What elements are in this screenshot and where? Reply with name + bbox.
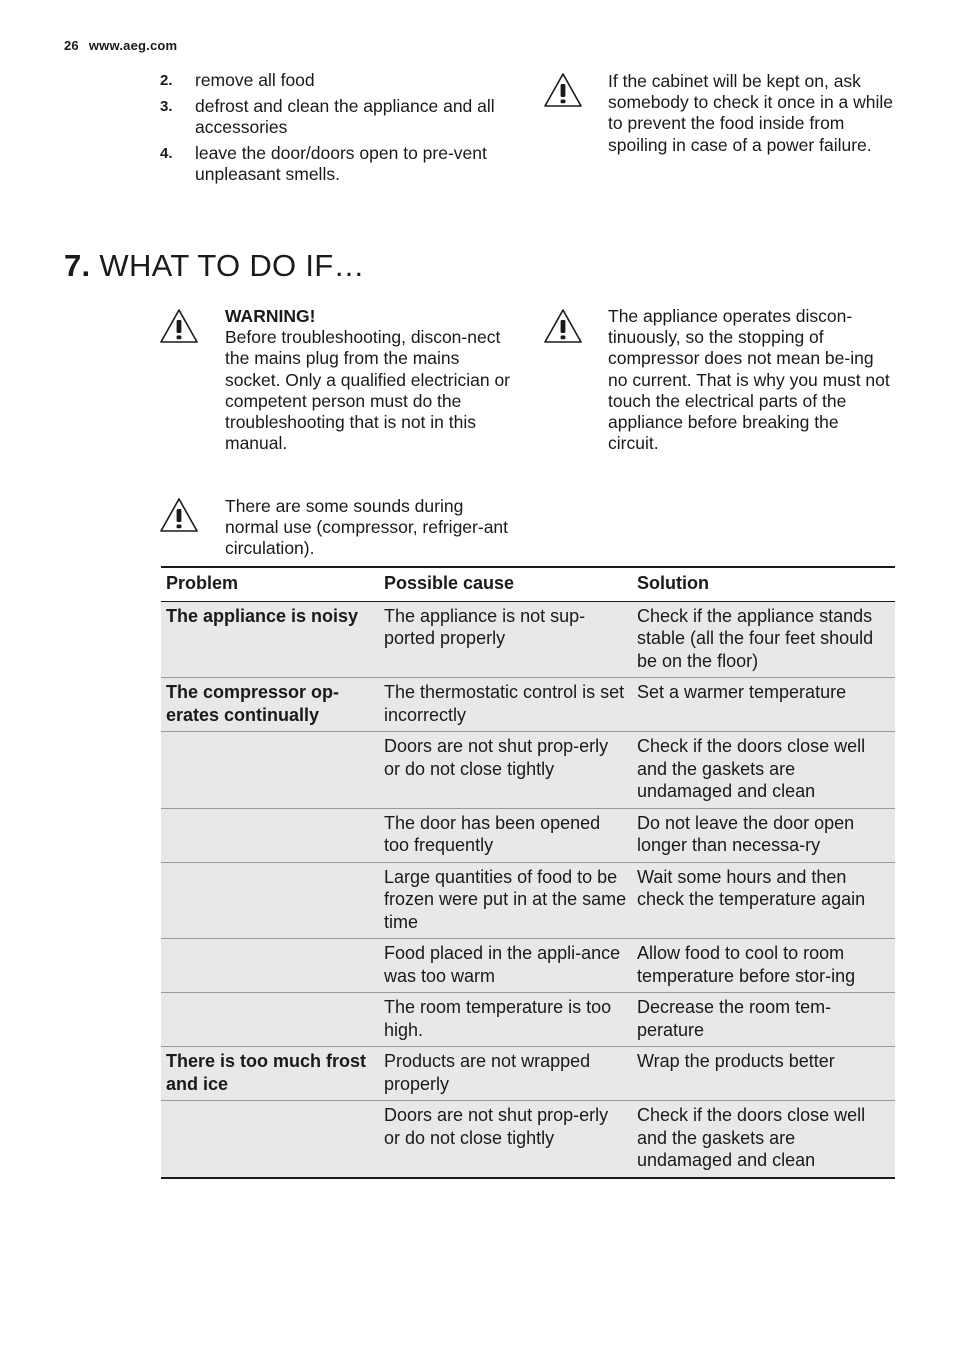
step-list — [160, 70, 520, 190]
problem-cell — [161, 993, 379, 1047]
website-url: www.aeg.com — [88, 38, 178, 53]
problem-cell: There is too much frost and ice — [161, 1047, 379, 1101]
column-header-problem: Problem — [161, 567, 379, 601]
cause-cell: Large quantities of food to be frozen were put in at the same time — [379, 862, 632, 939]
solution-cell: Do not leave the door open longer than necessa-ry — [632, 808, 895, 862]
page-number: 26 — [64, 38, 79, 53]
warning-title: WARNING! — [225, 306, 316, 326]
step-text: remove all food — [195, 70, 315, 90]
solution-cell: Allow food to cool to room temperature before stor-ing — [632, 939, 895, 993]
cause-cell: The appliance is not sup-ported properly — [379, 601, 632, 678]
section-title-text: WHAT TO DO IF… — [99, 248, 365, 283]
warning-triangle-icon — [159, 308, 199, 344]
table-row — [161, 993, 895, 1047]
solution-cell: Check if the appliance stands stable (all the four feet should be on the floor) — [632, 601, 895, 678]
table-row — [161, 601, 895, 678]
step-number: 3. — [160, 98, 173, 115]
problem-cell — [161, 1101, 379, 1178]
list-item — [160, 143, 520, 185]
section-number: 7. — [64, 248, 91, 283]
table-row — [161, 732, 895, 809]
solution-cell: Check if the doors close well and the gaskets are undamaged and clean — [632, 1101, 895, 1178]
warning-triangle-icon — [543, 72, 583, 108]
warning-text: Before troubleshooting, discon-nect the mains plug from the mains socket. Only a qualified electrician or competent person must do the troubleshooting that is not in this manual. — [225, 327, 510, 454]
problem-cell: The appliance is noisy — [161, 601, 379, 678]
list-item — [160, 70, 520, 91]
problem-cell — [161, 862, 379, 939]
problem-cell — [161, 939, 379, 993]
step-number: 2. — [160, 72, 173, 89]
table-row — [161, 862, 895, 939]
warning-triangle-icon — [543, 308, 583, 344]
step-text: defrost and clean the appliance and all accessories — [195, 96, 495, 137]
list-item — [160, 96, 520, 138]
problem-cell — [161, 732, 379, 809]
sounds-note: There are some sounds during normal use (compressor, refriger-ant circulation). — [225, 496, 509, 559]
table-row — [161, 1047, 895, 1101]
cause-cell: The room temperature is too high. — [379, 993, 632, 1047]
solution-cell: Wait some hours and then check the temperature again — [632, 862, 895, 939]
table-row — [161, 1101, 895, 1178]
table-header-row — [161, 567, 895, 601]
cause-cell: Doors are not shut prop-erly or do not close tightly — [379, 1101, 632, 1178]
table-row — [161, 808, 895, 862]
solution-cell: Wrap the products better — [632, 1047, 895, 1101]
step-number: 4. — [160, 145, 173, 162]
solution-cell: Check if the doors close well and the gaskets are undamaged and clean — [632, 732, 895, 809]
cause-cell: Products are not wrapped properly — [379, 1047, 632, 1101]
section-title — [64, 248, 365, 284]
troubleshooting-table — [161, 566, 895, 1179]
solution-cell: Decrease the room tem-perature — [632, 993, 895, 1047]
table-row — [161, 939, 895, 993]
table-row — [161, 678, 895, 732]
cabinet-note: If the cabinet will be kept on, ask somebody to check it once in a while to prevent the food inside from spoiling in case of a power failure. — [608, 71, 894, 155]
solution-cell: Set a warmer temperature — [632, 678, 895, 732]
cause-cell: The door has been opened too frequently — [379, 808, 632, 862]
column-header-cause: Possible cause — [379, 567, 632, 601]
page-header — [64, 38, 177, 53]
cause-cell: The thermostatic control is set incorrectly — [379, 678, 632, 732]
warning-triangle-icon — [159, 497, 199, 533]
warning-note — [225, 306, 517, 454]
column-header-solution: Solution — [632, 567, 895, 601]
problem-cell — [161, 808, 379, 862]
discontinuous-note: The appliance operates discon-tinuously, so the stopping of compressor does not mean be-ing no current. That is why you must not touch the electrical parts of the appliance before breaking the circuit. — [608, 306, 890, 454]
cause-cell: Food placed in the appli-ance was too warm — [379, 939, 632, 993]
cause-cell: Doors are not shut prop-erly or do not close tightly — [379, 732, 632, 809]
step-text: leave the door/doors open to pre-vent unpleasant smells. — [195, 143, 487, 184]
problem-cell: The compressor op-erates continually — [161, 678, 379, 732]
